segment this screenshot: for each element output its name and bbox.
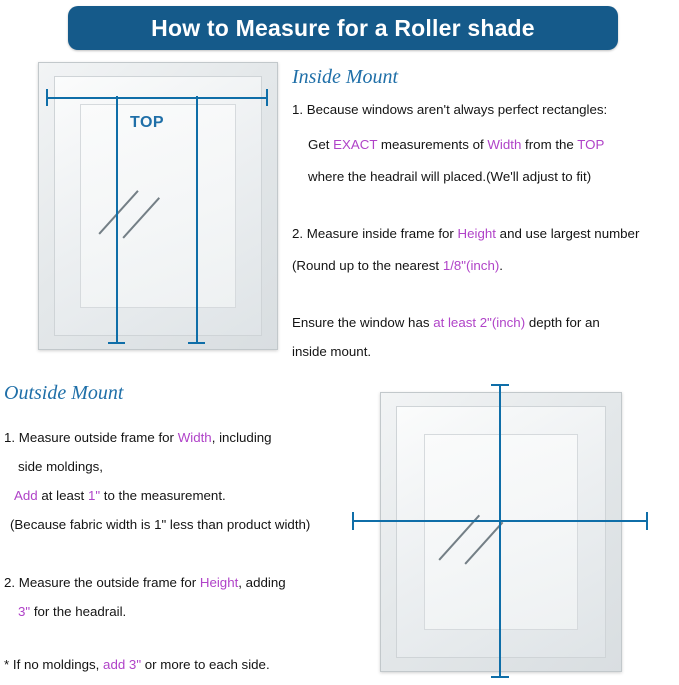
outside-height-measure-line [499, 384, 501, 678]
outside-step2-headrail: for the headrail. [30, 604, 127, 619]
outside-step1-width: Width [177, 430, 212, 445]
outside-mount-heading: Outside Mount [4, 382, 124, 404]
inside-step2-round-prefix: (Round up to the nearest [292, 258, 443, 273]
outside-width-end-cap-right [646, 512, 648, 530]
height-measure-line-right [196, 96, 198, 344]
outside-width-end-cap-left [352, 512, 354, 530]
width-measure-line [46, 97, 268, 99]
outside-step2-suffix: , adding [238, 575, 286, 590]
outside-step1-inch: 1" [87, 488, 101, 503]
outside-height-end-cap-bottom [491, 676, 509, 678]
outside-step1-prefix: 1. Measure outside frame for [4, 430, 178, 445]
inside-step2-fraction: 1/8"(inch) [442, 258, 500, 273]
window-glass [424, 434, 578, 630]
page-title-banner [68, 6, 618, 50]
inside-ensure-depth: at least 2"(inch) [433, 315, 526, 330]
inside-ensure-prefix: Ensure the window has [292, 315, 434, 330]
outside-footnote [4, 655, 270, 674]
outside-step1-line3 [14, 486, 226, 505]
inside-step1-measurements-of: measurements of [377, 137, 488, 152]
outside-step2-height: Height [199, 575, 239, 590]
outside-step1-line4-text: (Because fabric width is 1" less than product width) [10, 517, 311, 532]
inside-step1-from-the: from the [521, 137, 578, 152]
height-measure-end-cap-left [108, 342, 125, 344]
inside-step1-line2 [308, 135, 604, 154]
outside-width-measure-line [352, 520, 648, 522]
inside-ensure-line1 [292, 313, 600, 332]
footnote-add: add 3" [103, 657, 142, 672]
outside-step1-add: Add [14, 488, 38, 503]
inside-step2-prefix: 2. Measure inside frame for [292, 226, 458, 241]
inside-step2-height: Height [457, 226, 496, 241]
inside-mount-heading: Inside Mount [292, 66, 399, 88]
outside-step1-line4 [10, 515, 310, 534]
outside-step2-line1 [4, 573, 286, 592]
outside-step1-atleast: at least [37, 488, 88, 503]
outside-height-end-cap-top [491, 384, 509, 386]
outside-step1-measurement: to the measurement. [100, 488, 226, 503]
outside-step2-prefix: 2. Measure the outside frame for [4, 575, 200, 590]
inside-step2-line2 [292, 256, 503, 275]
outside-step2-line2 [18, 602, 126, 621]
width-measure-end-cap-right [266, 89, 268, 106]
outside-step1-line2-text: side moldings, [18, 459, 103, 474]
footnote-suffix: or more to each side. [141, 657, 270, 672]
glass-reflection-streak [122, 197, 159, 238]
outside-step1-line2 [18, 457, 103, 476]
height-measure-line-left [116, 96, 118, 344]
width-measure-end-cap-left [46, 89, 48, 106]
page-title: How to Measure for a Roller shade [151, 14, 535, 41]
top-label: TOP [130, 114, 165, 131]
inside-ensure-suffix: depth for an [525, 315, 600, 330]
inside-ensure-line2 [292, 342, 371, 361]
outside-step1-line1 [4, 428, 272, 447]
footnote-prefix: * If no moldings, [4, 657, 104, 672]
inside-step1-get: Get [308, 137, 334, 152]
glass-reflection-streak [464, 522, 503, 565]
window-glass [80, 104, 236, 308]
inside-step1-line1 [292, 100, 607, 119]
inside-ensure-line2-text: inside mount. [292, 344, 372, 359]
inside-step2-suffix: and use largest number [495, 226, 640, 241]
inside-step1-line3-text: where the headrail will placed.(We'll adjust to fit) [308, 169, 592, 184]
inside-mount-window-illustration [38, 62, 276, 348]
inside-step1-line3 [308, 167, 591, 186]
outside-step2-value: 3" [18, 604, 31, 619]
inside-step1-top: TOP [577, 137, 605, 152]
height-measure-end-cap-right [188, 342, 205, 344]
inside-step1-width: Width [487, 137, 522, 152]
outside-step1-suffix: , including [211, 430, 272, 445]
inside-step1-exact: EXACT [333, 137, 378, 152]
inside-step1-line1-text: 1. Because windows aren't always perfect rectangles: [292, 102, 608, 117]
inside-step2-round-suffix: . [499, 258, 503, 273]
inside-step2-line1 [292, 224, 639, 243]
outside-mount-window-illustration [380, 392, 620, 670]
